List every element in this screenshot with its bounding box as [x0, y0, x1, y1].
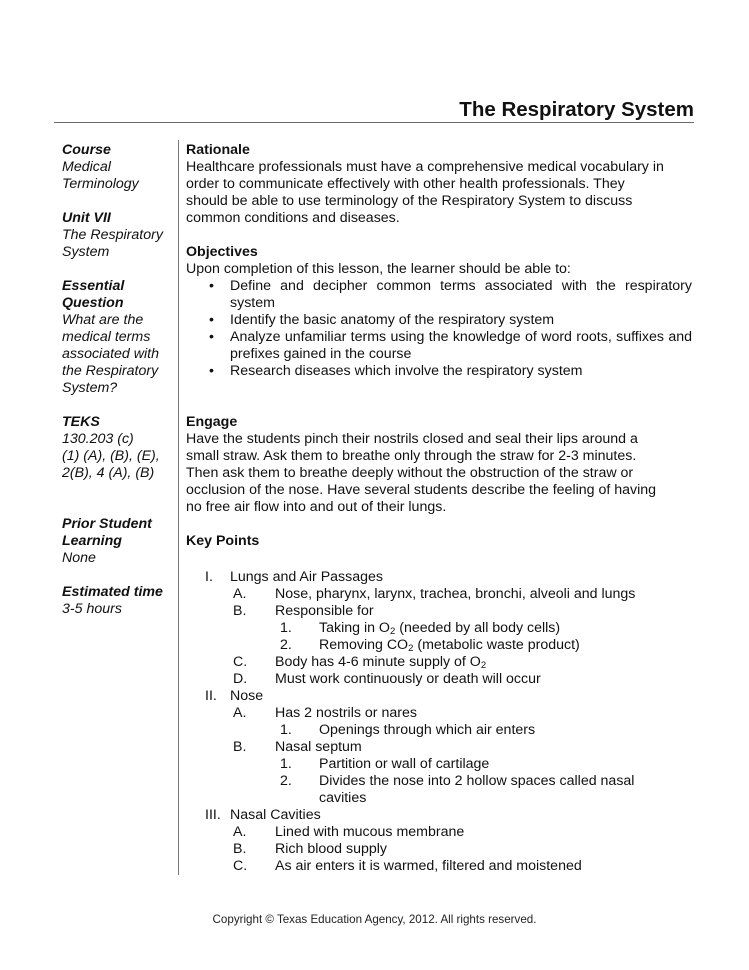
title-divider — [54, 122, 694, 123]
engage-section — [186, 414, 692, 516]
outline-level3: 1. Openings through which air enters — [280, 722, 536, 738]
engage-line: occlusion of the nose. Have several students describe the feeling of having — [186, 482, 657, 498]
prior-learning-block — [62, 516, 174, 567]
outline-level1: II. Nose — [205, 688, 264, 704]
bullet-icon: • — [209, 312, 214, 328]
essential-question-line: System? — [62, 380, 118, 396]
objective-item: • Analyze unfamiliar terms using the knowledge of word roots, suffixes and prefixes gained in the course — [209, 329, 692, 362]
engage-line: Then ask them to breathe deeply without the obstruction of the straw or — [186, 465, 634, 481]
outline-level1: III. Nasal Cavities — [205, 807, 321, 823]
copyright-footer: Copyright © Texas Education Agency, 2012. All rights reserved. — [212, 913, 537, 926]
objective-item: • Research diseases which involve the respiratory system — [209, 363, 583, 379]
estimated-time-label: Estimated time — [62, 584, 163, 600]
sidebar — [62, 142, 174, 618]
teks-block — [62, 414, 174, 482]
teks-line: 2(B), 4 (A), (B) — [62, 465, 155, 481]
course-value-line: Medical — [62, 159, 111, 175]
bullet-icon: • — [209, 363, 214, 379]
rationale-line: should be able to use terminology of the Respiratory System to discuss — [186, 193, 633, 209]
objectives-heading: Objectives — [186, 244, 258, 260]
essential-question-line: What are the — [62, 312, 144, 328]
estimated-time-value: 3-5 hours — [62, 601, 122, 617]
outline-level2: A. Lined with mucous membrane — [233, 824, 465, 840]
engage-line: Have the students pinch their nostrils closed and seal their lips around a — [186, 431, 638, 447]
objectives-list — [186, 278, 692, 380]
unit-block — [62, 210, 174, 261]
essential-question-label: Essential — [62, 278, 125, 294]
main-content — [186, 142, 692, 550]
essential-question-label: Question — [62, 295, 124, 311]
bullet-icon: • — [209, 329, 214, 345]
teks-line: 130.203 (c) — [62, 431, 134, 447]
engage-line: no free air flow into and out of their lungs. — [186, 499, 447, 515]
course-value-line: Terminology — [62, 176, 139, 192]
key-points-heading: Key Points — [186, 533, 260, 549]
prior-learning-value: None — [62, 550, 96, 566]
essential-question-line: associated with — [62, 346, 159, 362]
outline-level3: 1. Partition or wall of cartilage — [280, 756, 490, 772]
course-label: Course — [62, 142, 111, 158]
unit-value-line: System — [62, 244, 110, 260]
prior-learning-label: Learning — [62, 533, 122, 549]
objectives-intro: Upon completion of this lesson, the learner should be able to: — [186, 261, 571, 277]
outline-level2: D. Must work continuously or death will occur — [233, 671, 541, 687]
outline-level3: 2. Removing $CO_2$ (metabolic waste product) — [280, 637, 580, 654]
unit-value-line: The Respiratory — [62, 227, 163, 243]
essential-question-line: the Respiratory — [62, 363, 159, 379]
outline-level1: I. Lungs and Air Passages — [205, 569, 384, 585]
bullet-icon: • — [209, 278, 214, 294]
teks-label: TEKS — [62, 414, 100, 430]
prior-learning-label: Prior Student — [62, 516, 152, 532]
column-divider — [178, 140, 179, 875]
outline-level3: 1. Taking in $O_2$ (needed by all body cells) — [280, 620, 561, 637]
outline-level2: B. Responsible for — [233, 603, 374, 619]
outline-level2: C. Body has 4-6 minute supply of $O_2$ — [233, 654, 487, 671]
outline-level2: B. Nasal septum — [233, 739, 362, 755]
rationale-section — [186, 142, 692, 227]
page-title: The Respiratory System — [459, 98, 694, 121]
rationale-heading: Rationale — [186, 142, 250, 158]
outline-level3: 2. Divides the nose into 2 hollow spaces called nasal — [280, 773, 635, 789]
rationale-line: Healthcare professionals must have a comprehensive medical vocabulary in — [186, 159, 664, 175]
unit-label: Unit VII — [62, 210, 111, 226]
essential-question-block — [62, 278, 174, 397]
teks-line: (1) (A), (B), (E), — [62, 448, 160, 464]
objective-item: • Identify the basic anatomy of the respiratory system — [209, 312, 555, 328]
engage-heading: Engage — [186, 414, 238, 430]
objective-item: • Define and decipher common terms associated with the respiratory system — [209, 278, 692, 311]
outline-level2: B. Rich blood supply — [233, 841, 387, 857]
rationale-line: common conditions and diseases. — [186, 210, 400, 226]
engage-line: small straw. Ask them to breathe only through the straw for 2-3 minutes. — [186, 448, 637, 464]
rationale-line: order to communicate effectively with other health professionals. They — [186, 176, 625, 192]
course-block — [62, 142, 174, 193]
objectives-section — [186, 244, 692, 380]
estimated-time-block — [62, 584, 174, 618]
outline-level2: A. Has 2 nostrils or nares — [233, 705, 417, 721]
outline-level3-continuation: cavities — [319, 790, 367, 806]
essential-question-line: medical terms — [62, 329, 151, 345]
outline-level2: C. As air enters it is warmed, filtered and moistened — [233, 858, 582, 874]
outline-level2: A. Nose, pharynx, larynx, trachea, bronchi, alveoli and lungs — [233, 586, 636, 602]
key-points-outline — [205, 569, 685, 875]
